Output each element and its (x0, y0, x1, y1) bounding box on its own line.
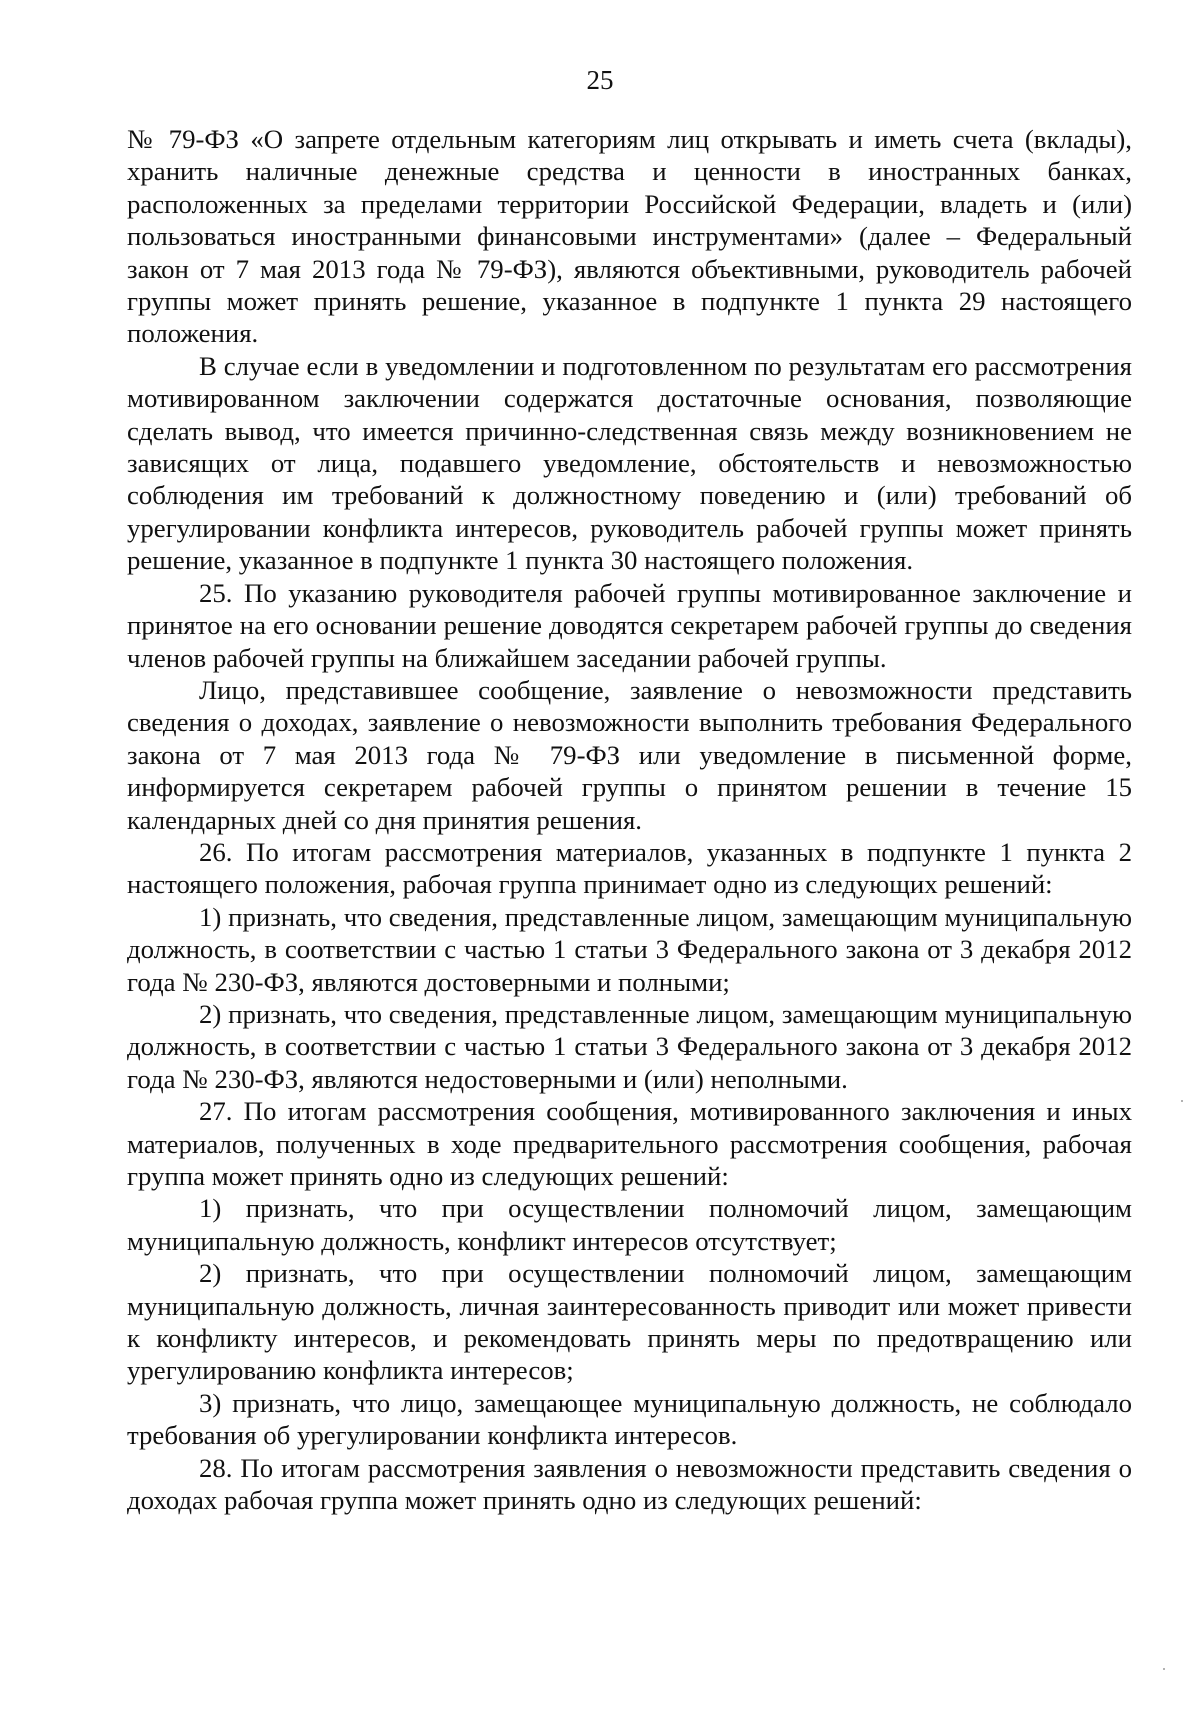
paragraph-item-28: 28. По итогам рассмотрения заявления о невозможности представить сведения о доходах рабочая группа может принять одно из следующих решений: (127, 1452, 1132, 1516)
paragraph-item-26-sub-1: 1) признать, что сведения, представленные лицом, замещающим муниципальную должность, в соответствии с частью 1 статьи 3 Федерального закона от 3 декабря 2012 года № 230-ФЗ, являются достоверными и полными; (127, 901, 1132, 997)
paragraph-item-27-sub-1: 1) признать, что при осуществлении полномочий лицом, замещающим муниципальную должность, конфликт интересов отсутствует; (127, 1193, 1132, 1256)
paragraph-informing-person: Лицо, представившее сообщение, заявление о невозможности представить сведения о доходах, заявление о невозможности выполнить требования Федерального закона от 7 мая 2013 года № 79-ФЗ или уведомление в письменной форме, информируется секретарем рабочей группы о принятом решении в течение 15 календарных дней со дня принятия решения. (127, 674, 1132, 835)
paragraph-item-27: 27. По итогам рассмотрения сообщения, мотивированного заключения и иных материалов, полученных в ходе предварительного рассмотрения сообщения, рабочая группа может принять одно из следующих решений: (127, 1096, 1132, 1191)
paragraph-item-27-sub-3: 3) признать, что лицо, замещающее муниципальную должность, не соблюдало требования об урегулировании конфликта интересов. (127, 1387, 1132, 1451)
paragraph-item-27-sub-2: 2) признать, что при осуществлении полномочий лицом, замещающим муниципальную должность, личная заинтересованность приводит или может привести к конфликту интересов, и рекомендовать принять меры по предотвращению или урегулированию конфликта интересов; (127, 1258, 1132, 1386)
paragraph-continuation-79fz: № 79-ФЗ «О запрете отдельным категориям лиц открывать и иметь счета (вклады), хранить наличные денежные средства и ценности в иностранных банках, расположенных за пределами территории Российской Федерации, владеть и (или) пользоваться иностранными финансовыми инструментами» (далее – Федеральный закон от 7 мая 2013 года № 79-ФЗ), являются объективными, руководитель рабочей группы может принять решение, указанное в подпункте 1 пункта 29 настоящего положения. (127, 124, 1132, 349)
page-number: 25 (586, 65, 614, 95)
paragraph-notification-case: В случае если в уведомлении и подготовленном по результатам его рассмотрения мотивированном заключении содержатся достаточные основания, позволяющие сделать вывод, что имеется причинно-следственная связь между возникновением не зависящих от лица, подавшего уведомление, обстоятельств и невозможностью соблюдения им требований к должностному поведению и (или) требований об урегулировании конфликта интересов, руководитель рабочей группы может принять решение, указанное в подпункте 1 пункта 30 настоящего положения. (127, 350, 1132, 576)
paragraph-item-25: 25. По указанию руководителя рабочей группы мотивированное заключение и принятое на его основании решение доводятся секретарем рабочей группы до сведения членов рабочей группы на ближайшем заседании рабочей группы. (127, 577, 1132, 673)
paragraph-item-26-sub-2: 2) признать, что сведения, представленные лицом, замещающим муниципальную должность, в соответствии с частью 1 статьи 3 Федерального закона от 3 декабря 2012 года № 230-ФЗ, являются недостоверными и (или) неполными. (127, 998, 1132, 1094)
document-body (127, 123, 1132, 1516)
paragraph-item-26: 26. По итогам рассмотрения материалов, указанных в подпункте 1 пункта 2 настоящего положения, рабочая группа принимает одно из следующих решений: (127, 836, 1132, 900)
scan-speck (1163, 1668, 1165, 1670)
scan-speck (1181, 1100, 1183, 1102)
